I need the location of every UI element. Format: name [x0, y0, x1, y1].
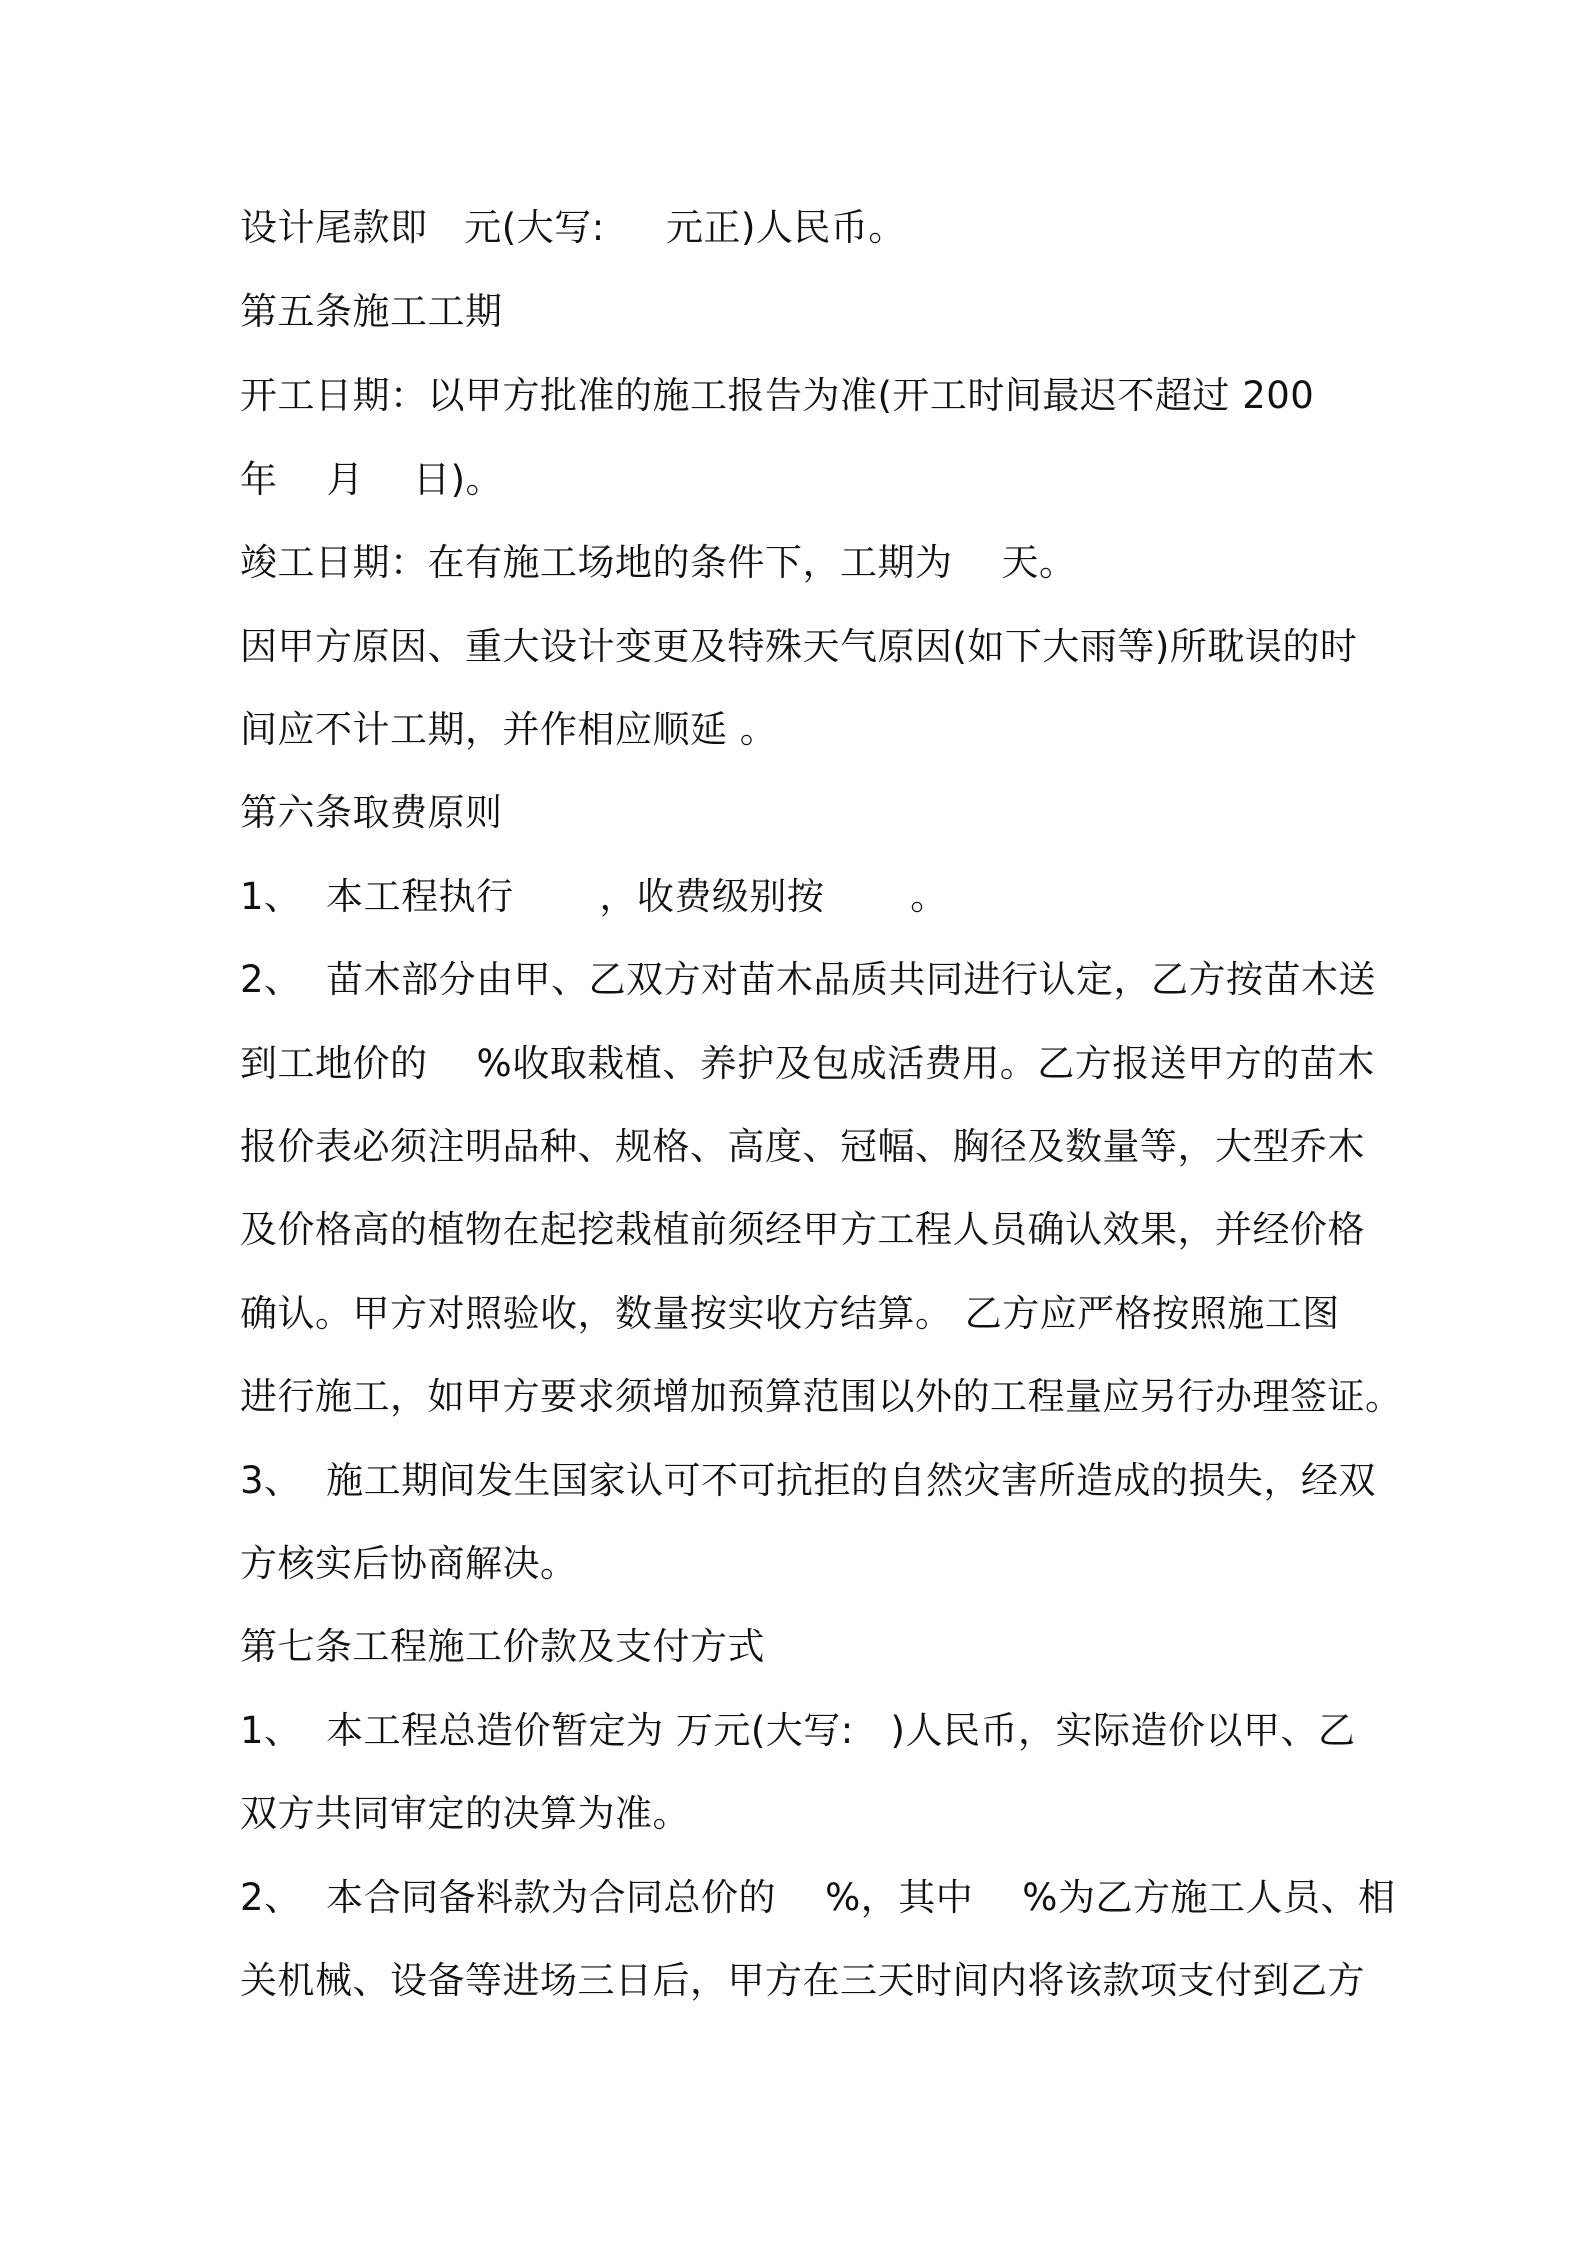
text-line: 3、 施工期间发生国家认可不可抗拒的自然灾害所造成的损失，经双: [240, 1459, 1377, 1502]
section-heading: 第六条取费原则: [240, 791, 503, 834]
section-heading: 第五条施工工期: [240, 290, 503, 333]
text-line: 及价格高的植物在起挖栽植前须经甲方工程人员确认效果，并经价格: [240, 1208, 1365, 1251]
text-line: 1、 本工程总造价暂定为 万元(大写: )人民币，实际造价以甲、乙: [240, 1709, 1356, 1752]
text-line: 方核实后协商解决。: [240, 1542, 578, 1585]
text-line: 开工日期：以甲方批准的施工报告为准(开工时间最迟不超过 200: [240, 374, 1315, 417]
text-line: 报价表必须注明品种、规格、高度、冠幅、胸径及数量等，大型乔木: [240, 1125, 1365, 1168]
text-line: 确认。甲方对照验收，数量按实收方结算。 乙方应严格按照施工图: [240, 1292, 1340, 1335]
text-line: 双方共同审定的决算为准。: [240, 1792, 690, 1835]
text-line: 到工地价的 %收取栽植、养护及包成活费用。乙方报送甲方的苗木: [240, 1042, 1375, 1085]
text-line: 间应不计工期，并作相应顺延 。: [240, 708, 778, 751]
text-line: 竣工日期：在有施工场地的条件下，工期为 天。: [240, 541, 1077, 584]
text-line: 年 月 日)。: [240, 458, 504, 501]
text-line: 因甲方原因、重大设计变更及特殊天气原因(如下大雨等)所耽误的时: [240, 625, 1358, 668]
text-line: 关机械、设备等进场三日后，甲方在三天时间内将该款项支付到乙方: [240, 1959, 1365, 2002]
section-heading: 第七条工程施工价款及支付方式: [240, 1625, 765, 1668]
text-line: 设计尾款即 元(大写: 元正)人民币。: [240, 206, 906, 249]
text-line: 1、 本工程执行 ，收费级别按 。: [240, 875, 948, 918]
text-line: 2、 本合同备料款为合同总价的 %，其中 %为乙方施工人员、相: [240, 1876, 1396, 1919]
text-line: 进行施工，如甲方要求须增加预算范围以外的工程量应另行办理签证。: [240, 1375, 1403, 1418]
text-line: 2、 苗木部分由甲、乙双方对苗木品质共同进行认定，乙方按苗木送: [240, 958, 1377, 1001]
